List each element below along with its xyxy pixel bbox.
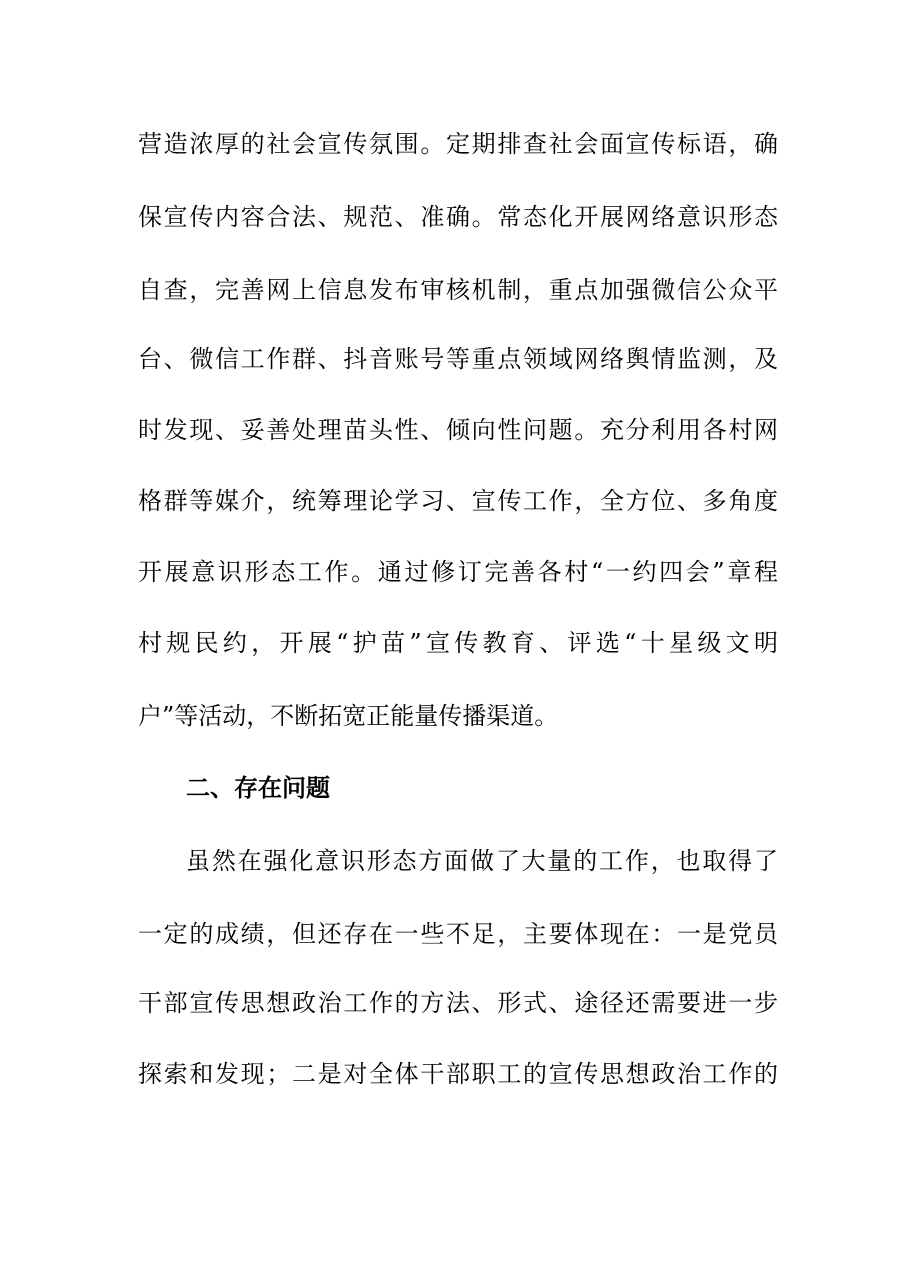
paragraph-2-line-4: 探索和发现；二是对全体干部职工的宣传思想政治工作的 <box>138 1060 778 1088</box>
paragraph-1-line-9: 户”等活动，不断拓宽正能量传播渠道。 <box>138 702 559 730</box>
paragraph-1-line-1: 营造浓厚的社会宣传氛围。定期排查社会面宣传标语，确 <box>138 130 778 158</box>
paragraph-1-line-5: 时发现、妥善处理苗头性、倾向性问题。充分利用各村网 <box>138 416 778 444</box>
paragraph-1-line-4: 台、微信工作群、抖音账号等重点领域网络舆情监测，及 <box>138 345 778 373</box>
paragraph-1-line-8: 村规民约，开展“护苗”宣传教育、评选“十星级文明 <box>138 629 778 657</box>
paragraph-2-line-2: 一定的成绩，但还存在一些不足，主要体现在：一是党员 <box>138 920 778 948</box>
paragraph-1-line-6: 格群等媒介，统筹理论学习、宣传工作，全方位、多角度 <box>138 487 778 515</box>
paragraph-1-line-7: 开展意识形态工作。通过修订完善各村“一约四会”章程 <box>138 558 778 586</box>
paragraph-2-line-3: 干部宣传思想政治工作的方法、形式、途径还需要进一步 <box>138 989 778 1017</box>
paragraph-1-line-2: 保宣传内容合法、规范、准确。常态化开展网络意识形态 <box>138 203 778 231</box>
paragraph-1-line-3: 自查，完善网上信息发布审核机制，重点加强微信公众平 <box>138 276 778 304</box>
section-heading: 二、存在问题 <box>186 774 330 802</box>
paragraph-2-line-1: 虽然在强化意识形态方面做了大量的工作，也取得了 <box>186 847 778 875</box>
